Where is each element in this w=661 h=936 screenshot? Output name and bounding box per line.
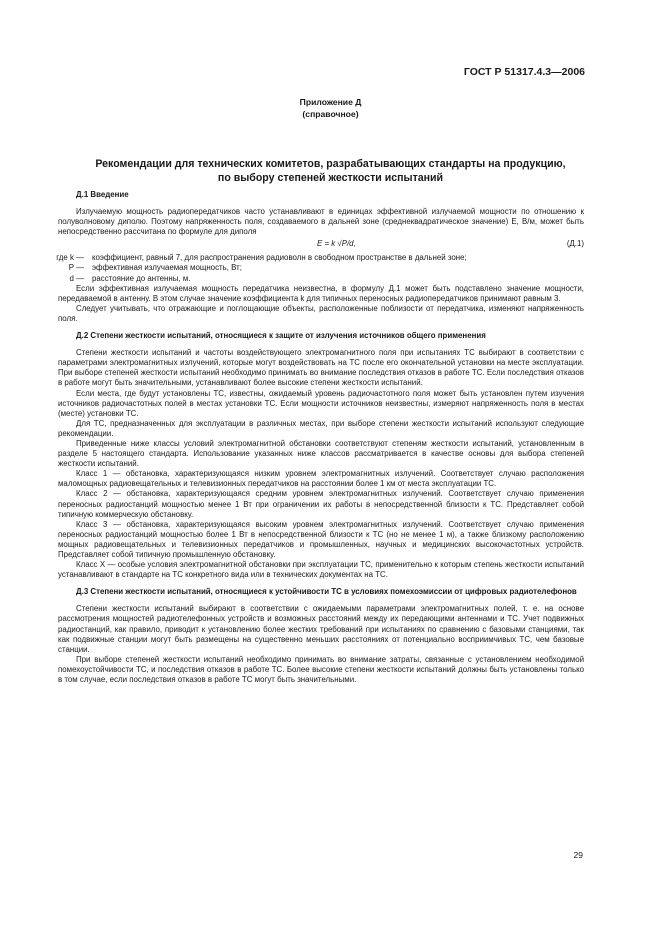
page-number: 29 [573,850,583,860]
formula-number: (Д.1) [566,239,584,249]
appendix-title [0,157,661,185]
paragraph-class-2: Класс 2 — обстановка, характеризующаяся средним уровнем электромагнитных излучений. Соответствует случаю применения переносных радиостанций мощностью менее 1 Вт при ограничении их работы в непосредственной близости к ТС. Представляет собой типичную коммерческую обстановку. [58,489,584,519]
legend-item [58,263,584,273]
paragraph: Для ТС, предназначенных для эксплуатации в различных местах, при выборе степени жесткости испытаний используют следующие рекомендации. [58,418,584,438]
legend-item [58,274,584,284]
paragraph: Приведенные ниже классы условий электромагнитной обстановки соответствуют степеням жесткости испытаний, установленным в разделе 5 настоящего стандарта. Использование указанных ниже классов рассматривается в качестве основы для выбора степеней жесткости испытаний. [58,438,584,469]
appendix-heading [0,96,661,120]
paragraph: Следует учитывать, что отражающие и поглощающие объекты, расположенные поблизости от передатчика, изменяют напряженность поля. [58,303,584,323]
appendix-label: Приложение Д [299,97,362,107]
legend-symbol: где k — [56,253,84,263]
paragraph: Излучаемую мощность радиопередатчиков часто устанавливают в единицах эффективной излучаемой мощности по отношению к полуволновому диполю. Поэтому напряженность поля, создаваемого в дальней зоне (среднеквадратическое значение) E, В/м, может быть непосредственно рассчитана по формуле для диполя [58,207,584,237]
document-body [58,190,584,685]
legend-text: эффективная излучаемая мощность, Вт; [92,263,242,273]
legend-item [58,253,584,263]
section-heading-d3: Д.3 Степени жесткости испытаний, относящиеся к устойчивости ТС в условиях помехоэмиссии от цифровых радиотелефонов [76,587,577,597]
legend-text: расстояние до антенны, м. [92,273,191,283]
paragraph: Степени жесткости испытаний и частоты воздействующего электромагнитного поля при испытаниях ТС выбирают в соответствии с параметрами электромагнитных излучений, которые могут воздействовать на ТС после его окончательной установки на месте эксплуатации. При выборе степеней жесткости испытаний необходимо принимать во внимание последствия отказов в работе ТС. Если последствия отказов в работе могут быть значительными, устанавливают более высокие степени жесткости испытаний. [58,348,584,388]
appendix-status: (справочное) [302,109,359,119]
legend-symbol: d — [69,273,84,283]
paragraph: Если эффективная излучаемая мощность передатчика неизвестна, в формулу Д.1 может быть подставлено значение мощности, передаваемой в антенну. В этом случае значение коэффициента k для типичных переносных радиопередатчиков принимают равным 3. [58,283,584,303]
appendix-title-line-1: Рекомендации для технических комитетов, разрабатывающих стандарты на продукцию, [95,158,566,170]
section-heading-d1: Д.1 Введение [76,190,129,199]
formula-d1 [58,239,584,250]
section-heading-d2: Д.2 Степени жесткости испытаний, относящиеся к защите от излучения источников общего применения [76,331,486,341]
paragraph: Если места, где будут установлены ТС, известны, ожидаемый уровень радиочастотного поля может быть установлен путем изучения источников радиочастотных полей в местах установки ТС. Если мощности источников неизвестны, измеряют напряженность поля в местах (месте) установки ТС. [58,388,584,418]
legend-symbol: P — [68,263,84,273]
paragraph: Степени жесткости испытаний выбирают в соответствии с ожидаемыми параметрами электромагнитных полей, т. е. на основе рассмотрения мощностей радиотелефонных устройств и возможных расстояний между их передающими антеннами и ТС. Учет подвижных радиостанций, как правило, приводит к установлению более жестких требований при испытаниях по сравнению с базовыми станциями, так как подвижные станции могут быть размещены на существенно меньших расстояниях от потенциально восприимчивых ТС, чем базовые станции. [58,604,584,654]
paragraph: При выборе степеней жесткости испытаний необходимо принимать во внимание затраты, связанные с установлением необходимой помехоустойчивости ТС, и последствия отказов в работе ТС. Более высокие степени жесткости испытаний должны быть установлены только в том случае, если последствия отказов в работе ТС могут быть значительными. [58,654,584,685]
formula-legend [58,253,584,283]
appendix-title-line-2: по выбору степеней жесткости испытаний [217,172,444,184]
paragraph-class-3: Класс 3 — обстановка, характеризующаяся высоким уровнем электромагнитных излучений. Соответствует случаю применения переносных радиостанций мощностью более 1 Вт в непосредственной близости к ТС (но не менее 1 м), а также близкому расположению мощных радиовещательных и телевизионных передатчиков и промышленных, научных и медицинских высокочастотных устройств. Представляет собой типичную промышленную обстановку. [58,519,584,559]
paragraph-class-x: Класс Х — особые условия электромагнитной обстановки при эксплуатации ТС, применительно к которым степень жесткости испытаний устанавливают в стандарте на ТС конкретного вида или в технических документах на ТС. [58,560,584,580]
document-code-header: ГОСТ Р 51317.4.3—2006 [463,66,585,78]
legend-text: коэффициент, равный 7, для распространения радиоволн в свободном пространстве в дальней зоне; [92,253,467,263]
paragraph-class-1: Класс 1 — обстановка, характеризующаяся низким уровнем электромагнитных излучений. Соответствует случаю расположения маломощных радиовещательных и телевизионных передатчиков на расстоянии более 1 км от места эксплуатации ТС. [58,469,584,489]
formula-expression: E = k √P/d, [317,239,356,249]
